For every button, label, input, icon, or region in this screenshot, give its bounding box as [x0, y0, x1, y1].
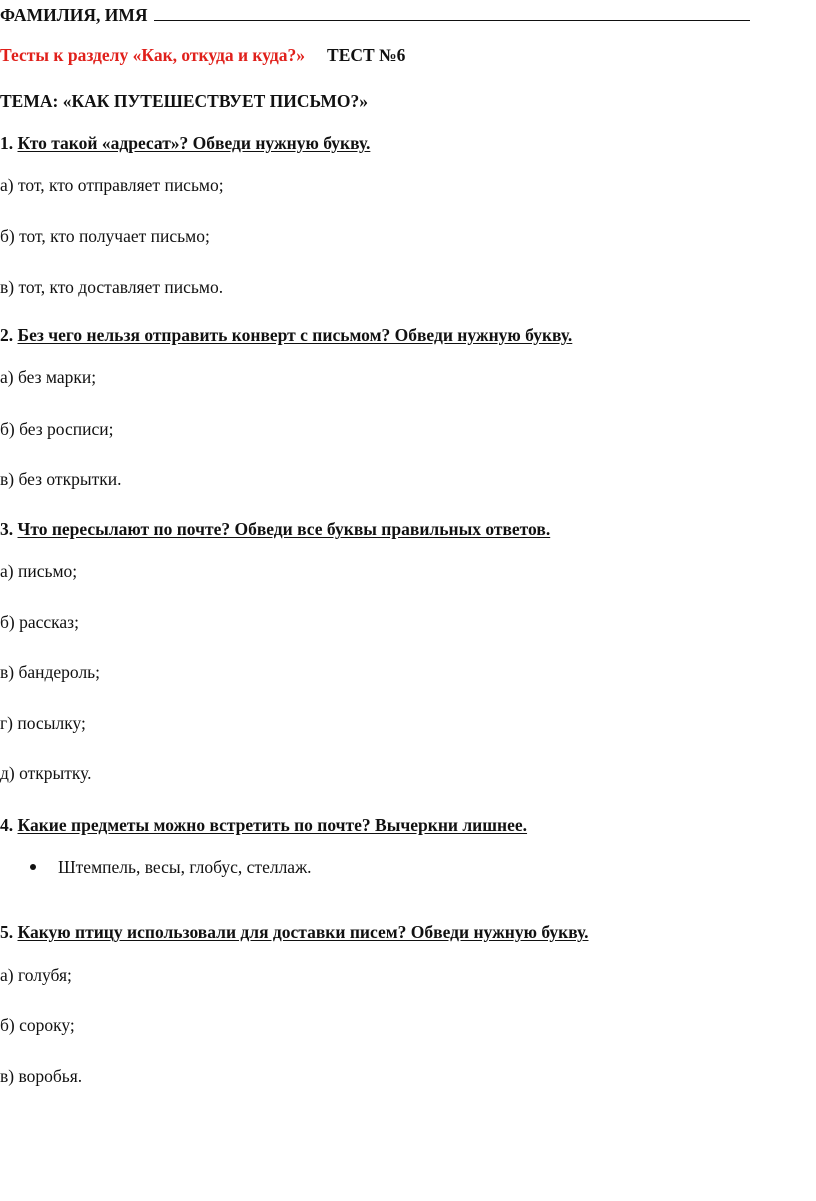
question-number: 2. — [0, 325, 14, 345]
question-2 — [0, 324, 572, 346]
topic-heading: ТЕМА: «КАК ПУТЕШЕСТВУЕТ ПИСЬМО?» — [0, 91, 369, 111]
name-blank-line[interactable] — [154, 4, 750, 21]
bullet-text[interactable]: Штемпель, весы, глобус, стеллаж. — [58, 857, 312, 877]
option-1b[interactable]: б) тот, кто получает письмо; — [0, 226, 210, 246]
option-3b[interactable]: б) рассказ; — [0, 612, 79, 632]
option-5c[interactable]: в) воробья. — [0, 1066, 83, 1086]
option-2b[interactable]: б) без росписи; — [0, 419, 114, 439]
question-text: Кто такой «адресат»? Обведи нужную букву. — [17, 133, 371, 153]
option-5b[interactable]: б) сороку; — [0, 1015, 75, 1035]
title-row — [0, 44, 405, 66]
question-text: Что пересылают по почте? Обведи все буквы правильных ответов. — [17, 519, 551, 539]
option-2c[interactable]: в) без открытки. — [0, 469, 122, 489]
question-text: Без чего нельзя отправить конверт с письмом? Обведи нужную букву. — [17, 325, 573, 345]
option-1a[interactable]: а) тот, кто отправляет письмо; — [0, 175, 224, 195]
question-3 — [0, 518, 550, 540]
option-3e[interactable]: д) открытку. — [0, 763, 92, 783]
question-number: 1. — [0, 133, 14, 153]
question-number: 5. — [0, 922, 14, 942]
question-text: Какую птицу использовали для доставки писем? Обведи нужную букву. — [17, 922, 589, 942]
question-number: 4. — [0, 815, 14, 835]
name-row — [0, 4, 750, 26]
option-3c[interactable]: в) бандероль; — [0, 662, 101, 682]
question-1 — [0, 132, 370, 154]
bullet-item — [30, 856, 312, 878]
bullet-icon — [30, 864, 36, 870]
question-5 — [0, 921, 588, 943]
name-label: ФАМИЛИЯ, ИМЯ — [0, 5, 148, 25]
section-title: Тесты к разделу «Как, откуда и куда?» — [0, 45, 306, 65]
question-4 — [0, 814, 527, 836]
option-1c[interactable]: в) тот, кто доставляет письмо. — [0, 277, 224, 297]
option-5a[interactable]: а) голубя; — [0, 965, 72, 985]
option-3a[interactable]: а) письмо; — [0, 561, 78, 581]
option-2a[interactable]: а) без марки; — [0, 367, 97, 387]
option-3d[interactable]: г) посылку; — [0, 713, 86, 733]
question-text: Какие предметы можно встретить по почте? Вычеркни лишнее. — [17, 815, 528, 835]
question-number: 3. — [0, 519, 14, 539]
test-number: ТЕСТ №6 — [327, 45, 406, 65]
